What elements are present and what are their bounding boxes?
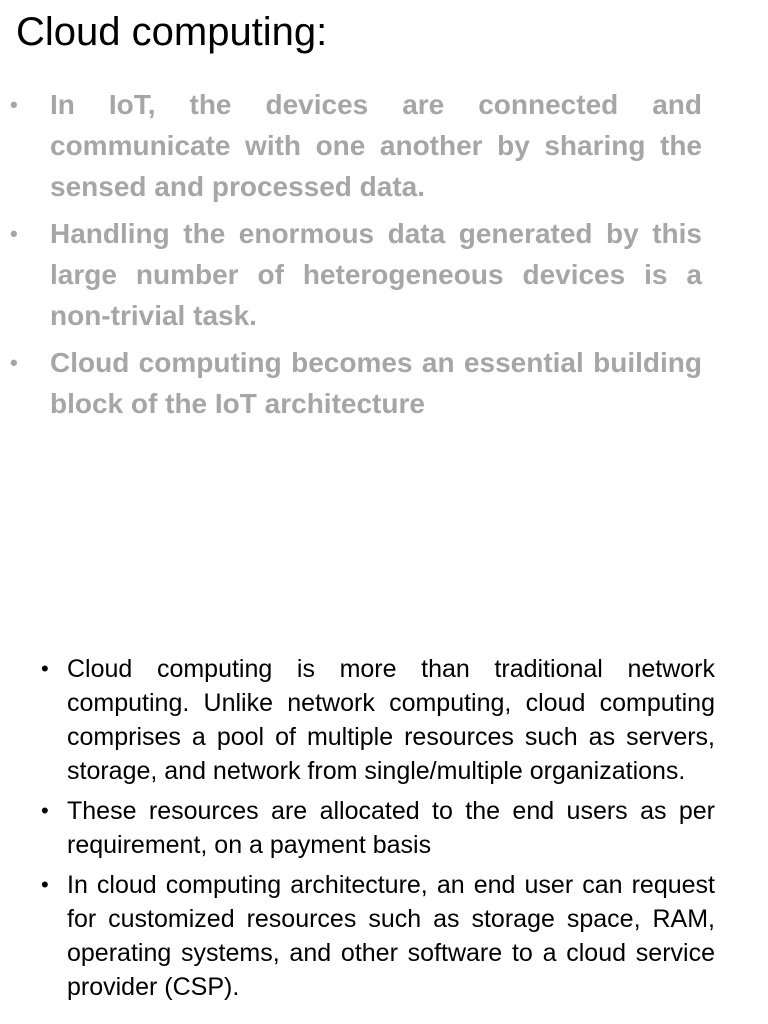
bottom-bullet-item: • In cloud computing architecture, an end user can request for customized resources such as storage space, RAM, operating systems, and other software to a cloud service provider (CSP). <box>67 868 715 1004</box>
bottom-bullet-list <box>67 652 715 1010</box>
top-bullet-item: • In IoT, the devices are connected and communicate with one another by sharing the sensed and processed data. <box>50 84 702 207</box>
top-bullet-list <box>50 84 702 430</box>
bottom-bullet-item: • These resources are allocated to the end users as per requirement, on a payment basis <box>67 794 715 862</box>
bottom-bullet-item: • Cloud computing is more than traditional network computing. Unlike network computing, cloud computing comprises a pool of multiple resources such as servers, storage, and network from single/multiple organizations. <box>67 652 715 788</box>
top-bullet-item: • Cloud computing becomes an essential building block of the IoT architecture <box>50 342 702 424</box>
slide-title: Cloud computing: <box>16 10 328 54</box>
top-bullet-item: • Handling the enormous data generated by this large number of heterogeneous devices is a non-trivial task. <box>50 213 702 336</box>
